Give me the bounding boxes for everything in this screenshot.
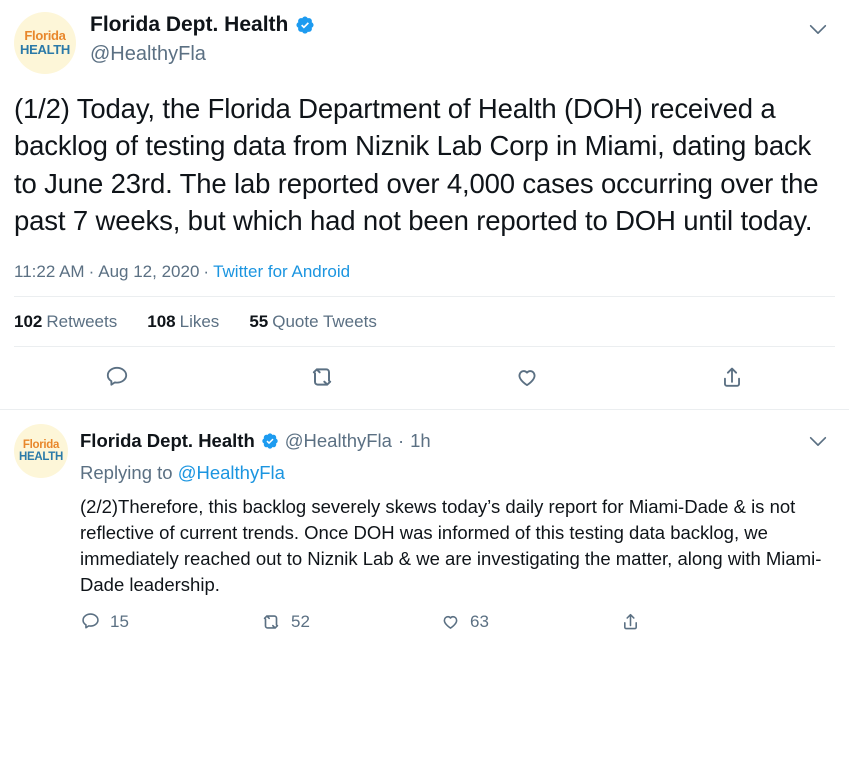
reply-icon	[80, 611, 101, 632]
like-icon	[440, 611, 461, 632]
reply-retweet-count: 52	[291, 611, 310, 631]
reply-like-count: 63	[470, 611, 489, 631]
reply-more-button[interactable]	[801, 424, 835, 458]
retweets-label: Retweets	[46, 311, 118, 331]
main-tweet-more-button[interactable]	[801, 12, 835, 46]
like-icon	[514, 364, 540, 390]
avatar-logo-bottom: HEALTH	[20, 42, 70, 57]
chevron-down-icon	[807, 18, 829, 40]
reply-meta-separator: ·	[397, 429, 405, 451]
avatar-logo-top: Florida	[24, 28, 66, 44]
quote-tweets-stat[interactable]	[249, 312, 377, 332]
reply-body	[80, 424, 835, 643]
reply-retweet-button[interactable]	[260, 611, 440, 633]
share-button[interactable]	[630, 357, 835, 397]
verified-badge-icon	[295, 15, 315, 35]
reply-author-handle[interactable]: @HealthyFla	[284, 429, 392, 451]
main-tweet-header	[14, 12, 835, 74]
reply-reply-count: 15	[110, 611, 129, 631]
quote-tweets-count: 55	[249, 311, 269, 331]
reply-avatar-logo-bottom: HEALTH	[19, 450, 63, 463]
reply-header	[80, 424, 835, 458]
reply-author-display-name[interactable]: Florida Dept. Health	[80, 429, 255, 451]
author-name-row	[90, 12, 801, 38]
stats-row	[14, 297, 835, 346]
retweet-icon	[260, 611, 282, 633]
reply-icon	[104, 364, 130, 390]
like-button[interactable]	[425, 357, 630, 397]
retweets-count: 102	[14, 311, 43, 331]
likes-label: Likes	[179, 311, 220, 331]
share-icon	[620, 611, 641, 632]
reply-share-button[interactable]	[620, 611, 650, 632]
author-block	[90, 12, 801, 68]
tweet-date: Aug 12, 2020	[98, 261, 200, 281]
likes-stat[interactable]	[147, 312, 219, 332]
main-tweet-actions	[14, 347, 835, 409]
meta-separator-2: ·	[203, 261, 210, 281]
replying-to-prefix: Replying to	[80, 461, 178, 483]
reply-tweet	[0, 410, 849, 643]
tweet-time: 11:22 AM	[14, 261, 85, 281]
reply-tweet-text: (2/2)Therefore, this backlog severely skews today’s daily report for Miami-Dade & is not reflective of current trends. Once DOH was informed of this testing data backlog, we immediately reached out to Niznik Lab & we are investigating the matter, along with Miami-Dade leadership.	[80, 495, 822, 596]
retweet-icon	[308, 363, 336, 391]
replying-to-line	[80, 462, 835, 484]
likes-count: 108	[147, 311, 176, 331]
main-tweet-meta	[14, 262, 835, 282]
author-display-name[interactable]: Florida Dept. Health	[90, 13, 289, 36]
retweets-stat[interactable]	[14, 312, 117, 332]
meta-separator-1: ·	[88, 261, 95, 281]
share-icon	[719, 364, 745, 390]
replying-to-mention[interactable]: @HealthyFla	[177, 461, 285, 483]
reply-avatar[interactable]	[14, 424, 68, 478]
reply-actions	[80, 611, 835, 643]
reply-avatar-logo-top: Florida	[22, 438, 60, 451]
reply-timestamp[interactable]: 1h	[410, 429, 431, 451]
chevron-down-icon	[807, 430, 829, 452]
retweet-button[interactable]	[219, 357, 424, 397]
main-tweet-text: (1/2) Today, the Florida Department of Health (DOH) received a backlog of testing data from Niznik Lab Corp in Miami, dating back to June 23rd. The lab reported over 4,000 cases occurring over the past 7 weeks, but which had not been reported to DOH until today.	[14, 93, 819, 237]
reply-button[interactable]	[14, 357, 219, 397]
author-handle[interactable]: @HealthyFla	[90, 43, 206, 66]
reply-reply-button[interactable]	[80, 611, 260, 632]
tweet-source-app[interactable]: Twitter for Android	[213, 261, 351, 281]
quote-tweets-label: Quote Tweets	[272, 311, 377, 331]
verified-badge-icon	[261, 432, 279, 450]
reply-like-button[interactable]	[440, 611, 620, 632]
avatar[interactable]	[14, 12, 76, 74]
